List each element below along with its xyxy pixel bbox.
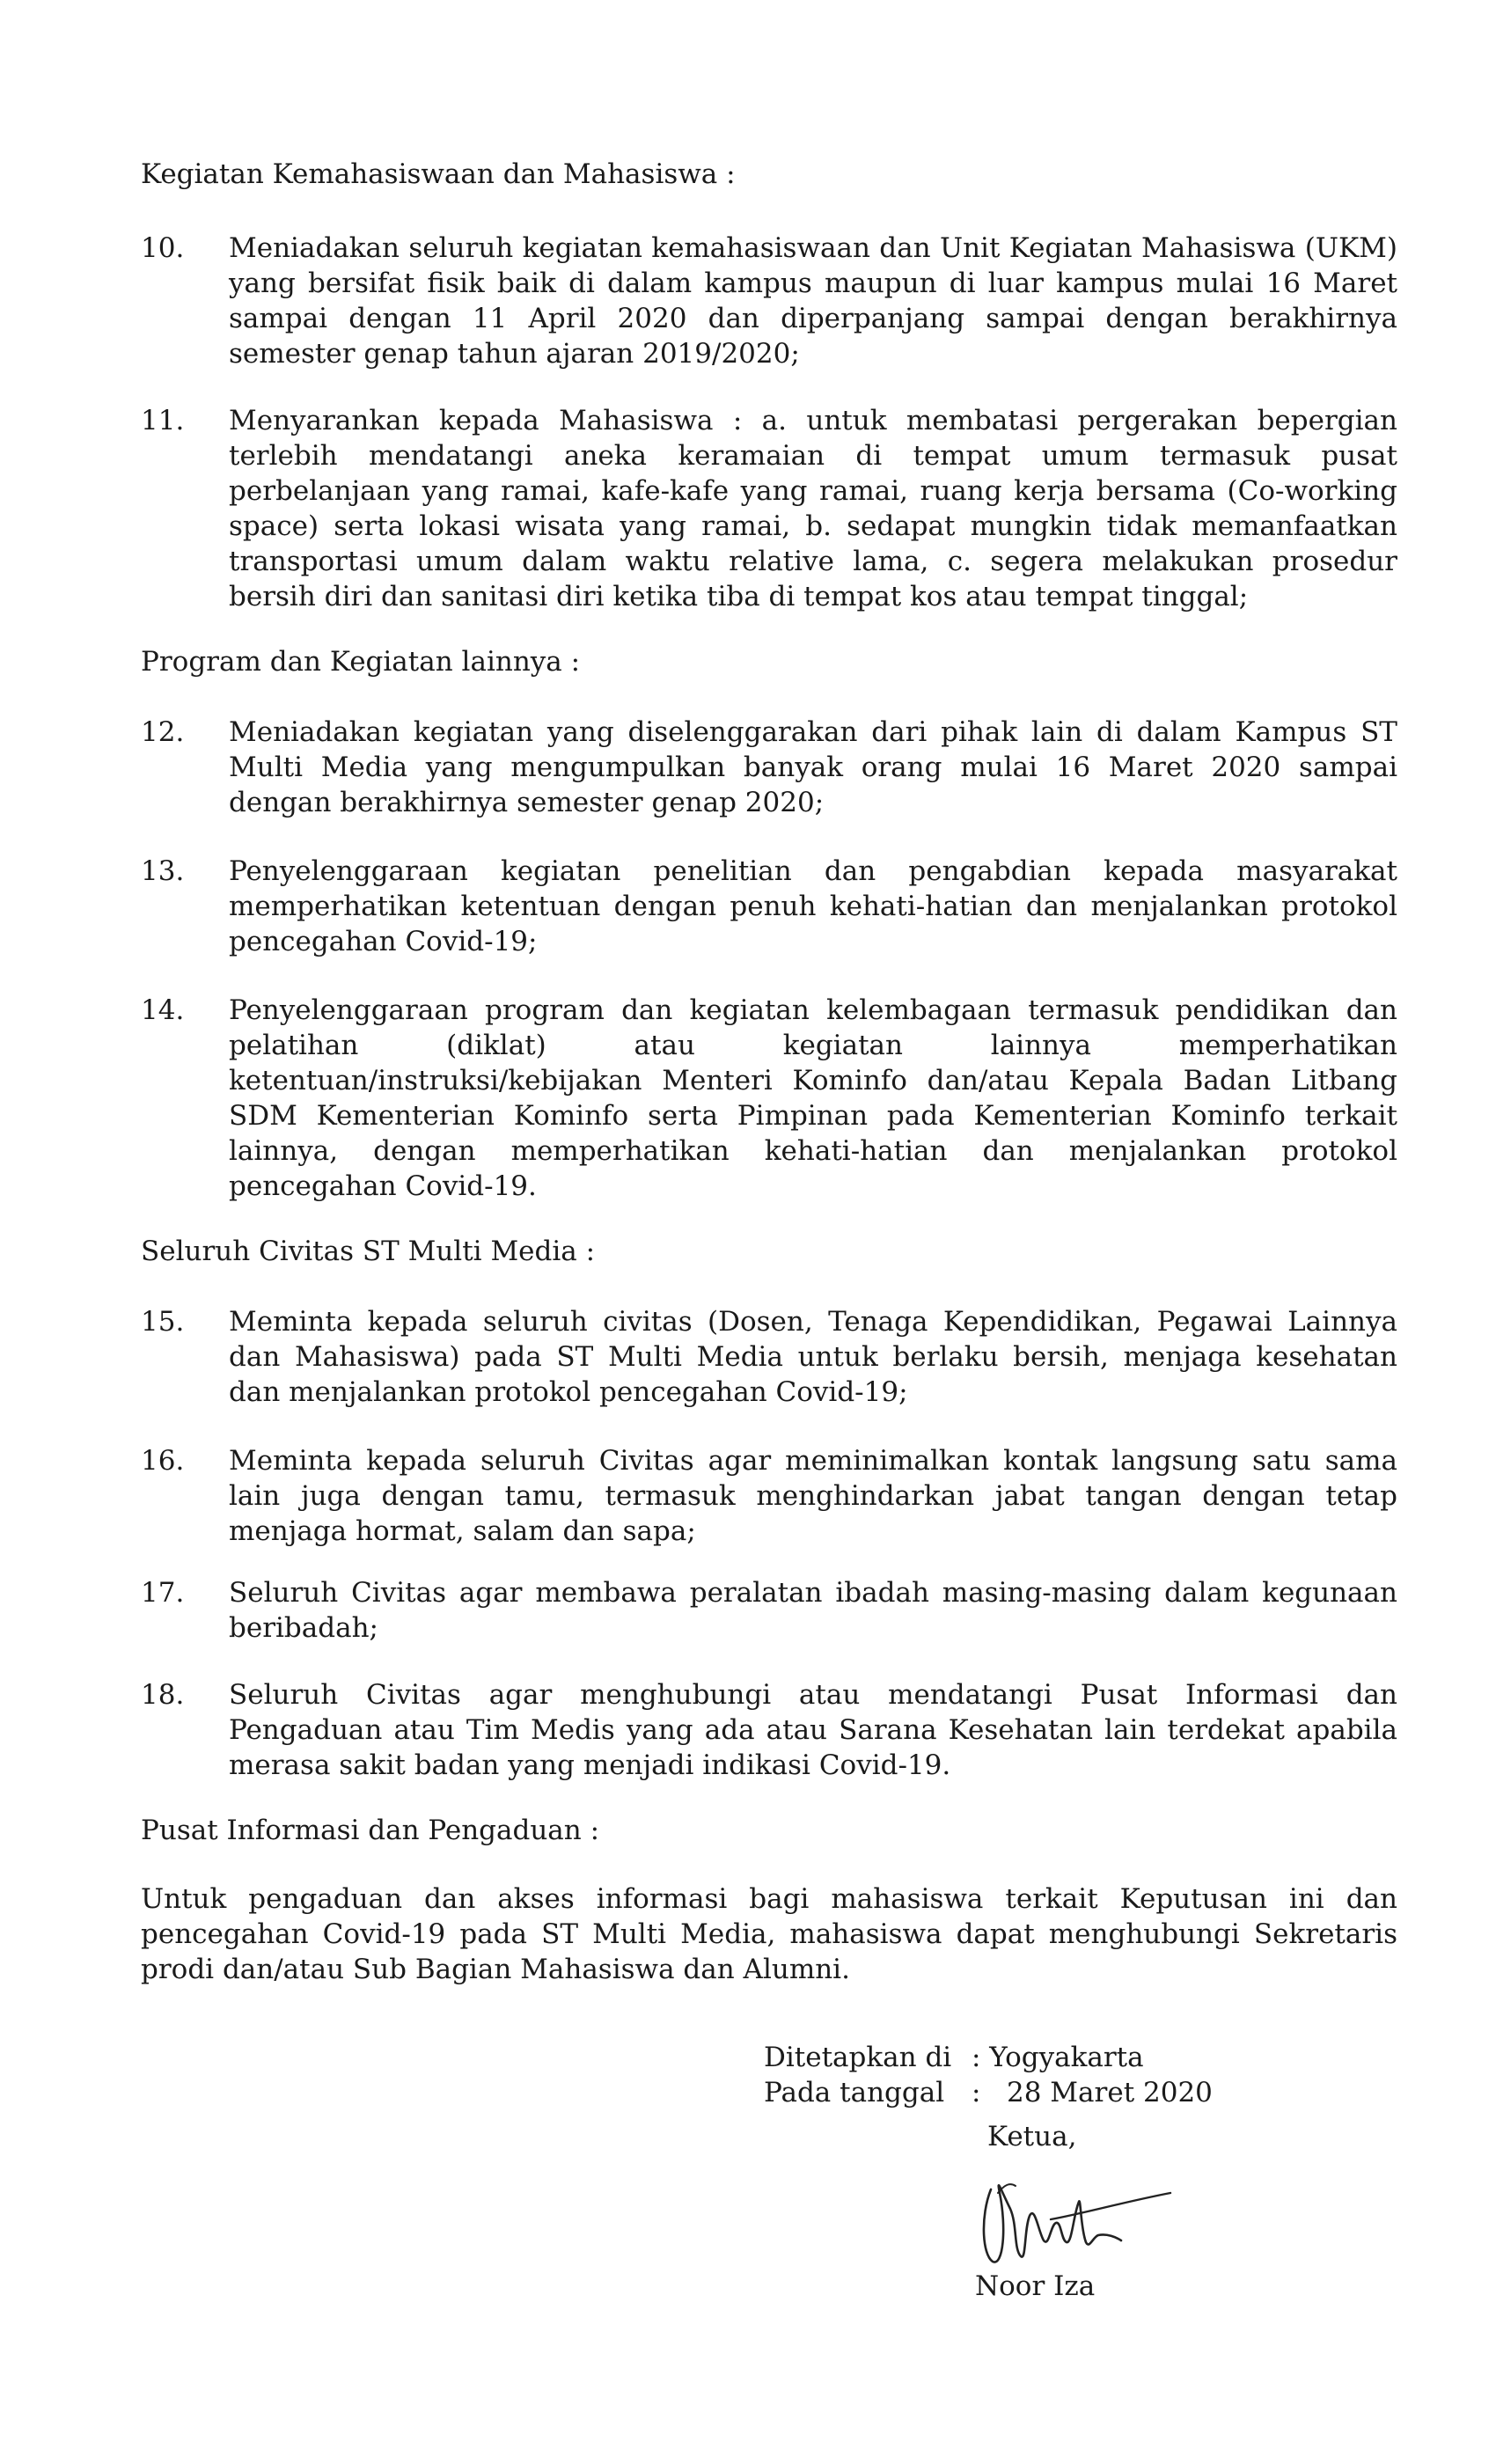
section-heading-other-programs: Program dan Kegiatan lainnya : bbox=[141, 646, 581, 678]
item-text: Seluruh Civitas agar membawa peralatan ibadah masing-masing dalam kegunaan beribadah; bbox=[229, 1577, 1397, 1644]
item-text: Penyelenggaraan program dan kegiatan kelembagaan termasuk pendidikan dan pelatihan (diklat) atau kegiatan lainnya memperhatikan ketentuan/instruksi/kebijakan Menteri Kominfo dan/atau Kepala Badan Litbang SDM Kementerian Kominfo serta Pimpinan pada Kementerian Kominfo terkait lainnya, dengan memperhatikan kehati-hatian dan menjalankan protokol pencegahan Covid-19. bbox=[229, 994, 1397, 1202]
handwritten-signature bbox=[975, 2144, 1177, 2267]
signature-place-row bbox=[764, 2040, 1144, 2075]
section-heading-all-civitas: Seluruh Civitas ST Multi Media : bbox=[141, 1236, 596, 1267]
item-number: 10. bbox=[141, 232, 185, 264]
signature-date-row bbox=[764, 2075, 1213, 2110]
section-heading-student-activities: Kegiatan Kemahasiswaan dan Mahasiswa : bbox=[141, 158, 736, 190]
date-value: : 28 Maret 2020 bbox=[972, 2077, 1213, 2108]
date-label: Pada tanggal bbox=[764, 2077, 945, 2108]
item-number: 13. bbox=[141, 855, 185, 887]
item-text: Seluruh Civitas agar menghubungi atau mendatangi Pusat Informasi dan Pengaduan atau Tim Medis yang ada atau Sarana Kesehatan lain terdekat apabila merasa sakit badan yang menjadi indikasi Covid-19. bbox=[229, 1679, 1397, 1781]
item-number: 14. bbox=[141, 994, 185, 1026]
item-text: Meminta kepada seluruh Civitas agar meminimalkan kontak langsung satu sama lain juga dengan tamu, termasuk menghindarkan jabat tangan dengan tetap menjaga hormat, salam dan sapa; bbox=[229, 1445, 1397, 1547]
item-number: 11. bbox=[141, 405, 185, 436]
item-number: 16. bbox=[141, 1445, 185, 1477]
item-number: 18. bbox=[141, 1679, 185, 1711]
item-text: Meniadakan kegiatan yang diselenggarakan dari pihak lain di dalam Kampus ST Multi Media yang mengumpulkan banyak orang mulai 16 Maret 2020 sampai dengan berakhirnya semester genap 2020; bbox=[229, 716, 1397, 818]
signatory-title: Ketua, bbox=[987, 2121, 1077, 2152]
item-number: 17. bbox=[141, 1577, 185, 1609]
place-label: Ditetapkan di bbox=[764, 2042, 952, 2073]
item-text: Meniadakan seluruh kegiatan kemahasiswaan dan Unit Kegiatan Mahasiswa (UKM) yang bersifat fisik baik di dalam kampus maupun di luar kampus mulai 16 Maret sampai dengan 11 April 2020 dan diperpanjang sampai dengan berakhirnya semester genap tahun ajaran 2019/2020; bbox=[229, 232, 1397, 370]
item-text: Penyelenggaraan kegiatan penelitian dan pengabdian kepada masyarakat memperhatikan ketentuan dengan penuh kehati-hatian dan menjalankan protokol pencegahan Covid-19; bbox=[229, 855, 1397, 957]
item-text: Menyarankan kepada Mahasiswa : a. untuk membatasi pergerakan bepergian terlebih mendatangi aneka keramaian di tempat umum termasuk pusat perbelanjaan yang ramai, kafe-kafe yang ramai, ruang kerja bersama (Co-working space) serta lokasi wisata yang ramai, b. sedapat mungkin tidak memanfaatkan transportasi umum dalam waktu relative lama, c. segera melakukan prosedur bersih diri dan sanitasi diri ketika tiba di tempat kos atau tempat tinggal; bbox=[229, 405, 1397, 612]
item-number: 12. bbox=[141, 716, 185, 748]
item-text: Meminta kepada seluruh civitas (Dosen, Tenaga Kependidikan, Pegawai Lainnya dan Mahasiswa) pada ST Multi Media untuk berlaku bersih, menjaga kesehatan dan menjalankan protokol pencegahan Covid-19; bbox=[229, 1306, 1397, 1408]
item-number: 15. bbox=[141, 1306, 185, 1338]
closing-paragraph: Untuk pengaduan dan akses informasi bagi mahasiswa terkait Keputusan ini dan pencegahan Covid-19 pada ST Multi Media, mahasiswa dapat menghubungi Sekretaris prodi dan/atau Sub Bagian Mahasiswa dan Alumni. bbox=[141, 1883, 1397, 1985]
place-value: : Yogyakarta bbox=[972, 2042, 1144, 2073]
section-heading-information-center: Pusat Informasi dan Pengaduan : bbox=[141, 1815, 600, 1846]
signatory-name: Noor Iza bbox=[975, 2270, 1096, 2302]
